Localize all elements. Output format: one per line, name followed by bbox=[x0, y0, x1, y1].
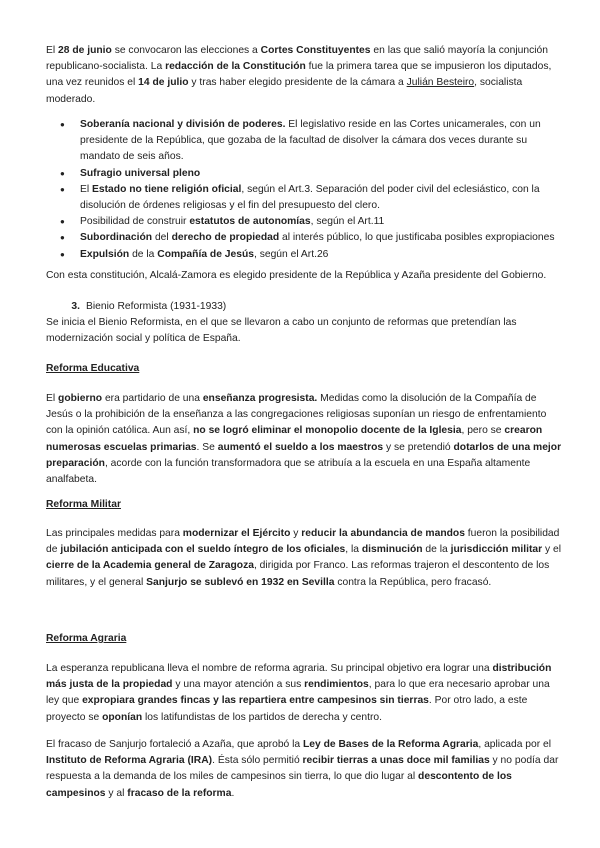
paragraph-reforma-agraria-2: El fracaso de Sanjurjo fortaleció a Azaña, que aprobó la Ley de Bases de la Reforma Agraria, aplicada por el Instituto de Reforma Agraria (IRA). Ésta sólo permitió recibir tierras a unas doce mil familias y no podía dar respuesta a la demanda de los miles de campesinos sin tierra, lo que dio lugar al descontento de los campesinos y al fracaso de la reforma. bbox=[46, 739, 559, 799]
section-title: Bienio Reformista (1931-1933) bbox=[86, 301, 227, 312]
heading-reforma-militar: Reforma Militar bbox=[46, 499, 121, 510]
list-item: ● Sufragio universal pleno bbox=[46, 166, 564, 182]
paragraph-reforma-agraria-1: La esperanza republicana lleva el nombre de reforma agraria. Su principal objetivo era lograr una distribución más justa de la propiedad y una mayor atención a sus rendimientos, para lo que era necesario aprobar una ley que expropiara grandes fincas y las repartiera entre campesinos sin tierras. Por otro lado, a este proyecto se oponían los latifundistas de los partidos de derecha y centro. bbox=[46, 663, 552, 723]
list-item: ● Posibilidad de construir estatutos de autonomías, según el Art.11 bbox=[46, 214, 564, 230]
besteiro-link: Julián Besteiro bbox=[406, 77, 475, 89]
paragraph-elecciones: El 28 de junio se convocaron las elecciones a Cortes Constituyentes en las que salió mayoría la conjunción republicano-socialista. La redacción de la Constitución fue la primera tarea que se impusieron los diputados, una vez reunidos el 14 de julio y tras haber elegido presidente de la cámara a Julián Besteiro, socialista moderado. bbox=[46, 45, 552, 105]
heading-reforma-educativa: Reforma Educativa bbox=[46, 363, 140, 374]
paragraph-reforma-educativa: El gobierno era partidario de una enseñanza progresista. Medidas como la disolución de la Compañía de Jesús o la prohibición de la enseñanza a las congregaciones religiosas suponían un riesgo de enfrentamiento con la opinión católica. Aun así, no se logró eliminar el monopolio docente de la Iglesia, pero se crearon numerosas escuelas primarias. Se aumentó el sueldo a los maestros y se pretendió dotarlos de una mejor preparación, acorde con la función transformadora que se atribuía a la escuela en una España altamente analfabeta. bbox=[46, 393, 562, 486]
list-item: ● Subordinación del derecho de propiedad al interés público, lo que justificaba posibles expropiaciones bbox=[46, 230, 564, 246]
list-item: ● Expulsión de la Compañía de Jesús, según el Art.26 bbox=[46, 247, 564, 263]
paragraph-reforma-militar: Las principales medidas para modernizar el Ejército y reducir la abundancia de mandos fueron la posibilidad de jubilación anticipada con el sueldo íntegro de los oficiales, la disminución de la jurisdicción militar y el cierre de la Academia general de Zaragoza, dirigida por Franco. Las reformas trajeron el descontento de los militares, y el general Sanjurjo se sublevó en 1932 en Sevilla contra la República, pero fracasó. bbox=[46, 528, 562, 588]
section-number: 3. bbox=[71, 301, 80, 312]
paragraph-bienio: Se inicia el Bienio Reformista, en el que se llevaron a cabo un conjunto de reformas que pretendían las modernización social y política de España. bbox=[46, 317, 517, 345]
section-3-heading bbox=[46, 299, 564, 315]
heading-reforma-agraria: Reforma Agraria bbox=[46, 633, 127, 644]
list-item: ● Soberanía nacional y división de poderes. El legislativo reside en las Cortes unicamerales, con un presidente de la República, que gozaba de la facultad de disolver la cámara dos veces durante su mandato de seis años. bbox=[46, 117, 564, 166]
list-item: ● El Estado no tiene religión oficial, según el Art.3. Separación del poder civil del eclesiástico, con la disolución de órdenes religiosas y el fin del presupuesto del clero. bbox=[46, 182, 564, 214]
paragraph-alcala-zamora: Con esta constitución, Alcalá-Zamora es elegido presidente de la República y Azaña presidente del Gobierno. bbox=[46, 270, 547, 281]
constitution-bullet-list bbox=[46, 117, 564, 263]
